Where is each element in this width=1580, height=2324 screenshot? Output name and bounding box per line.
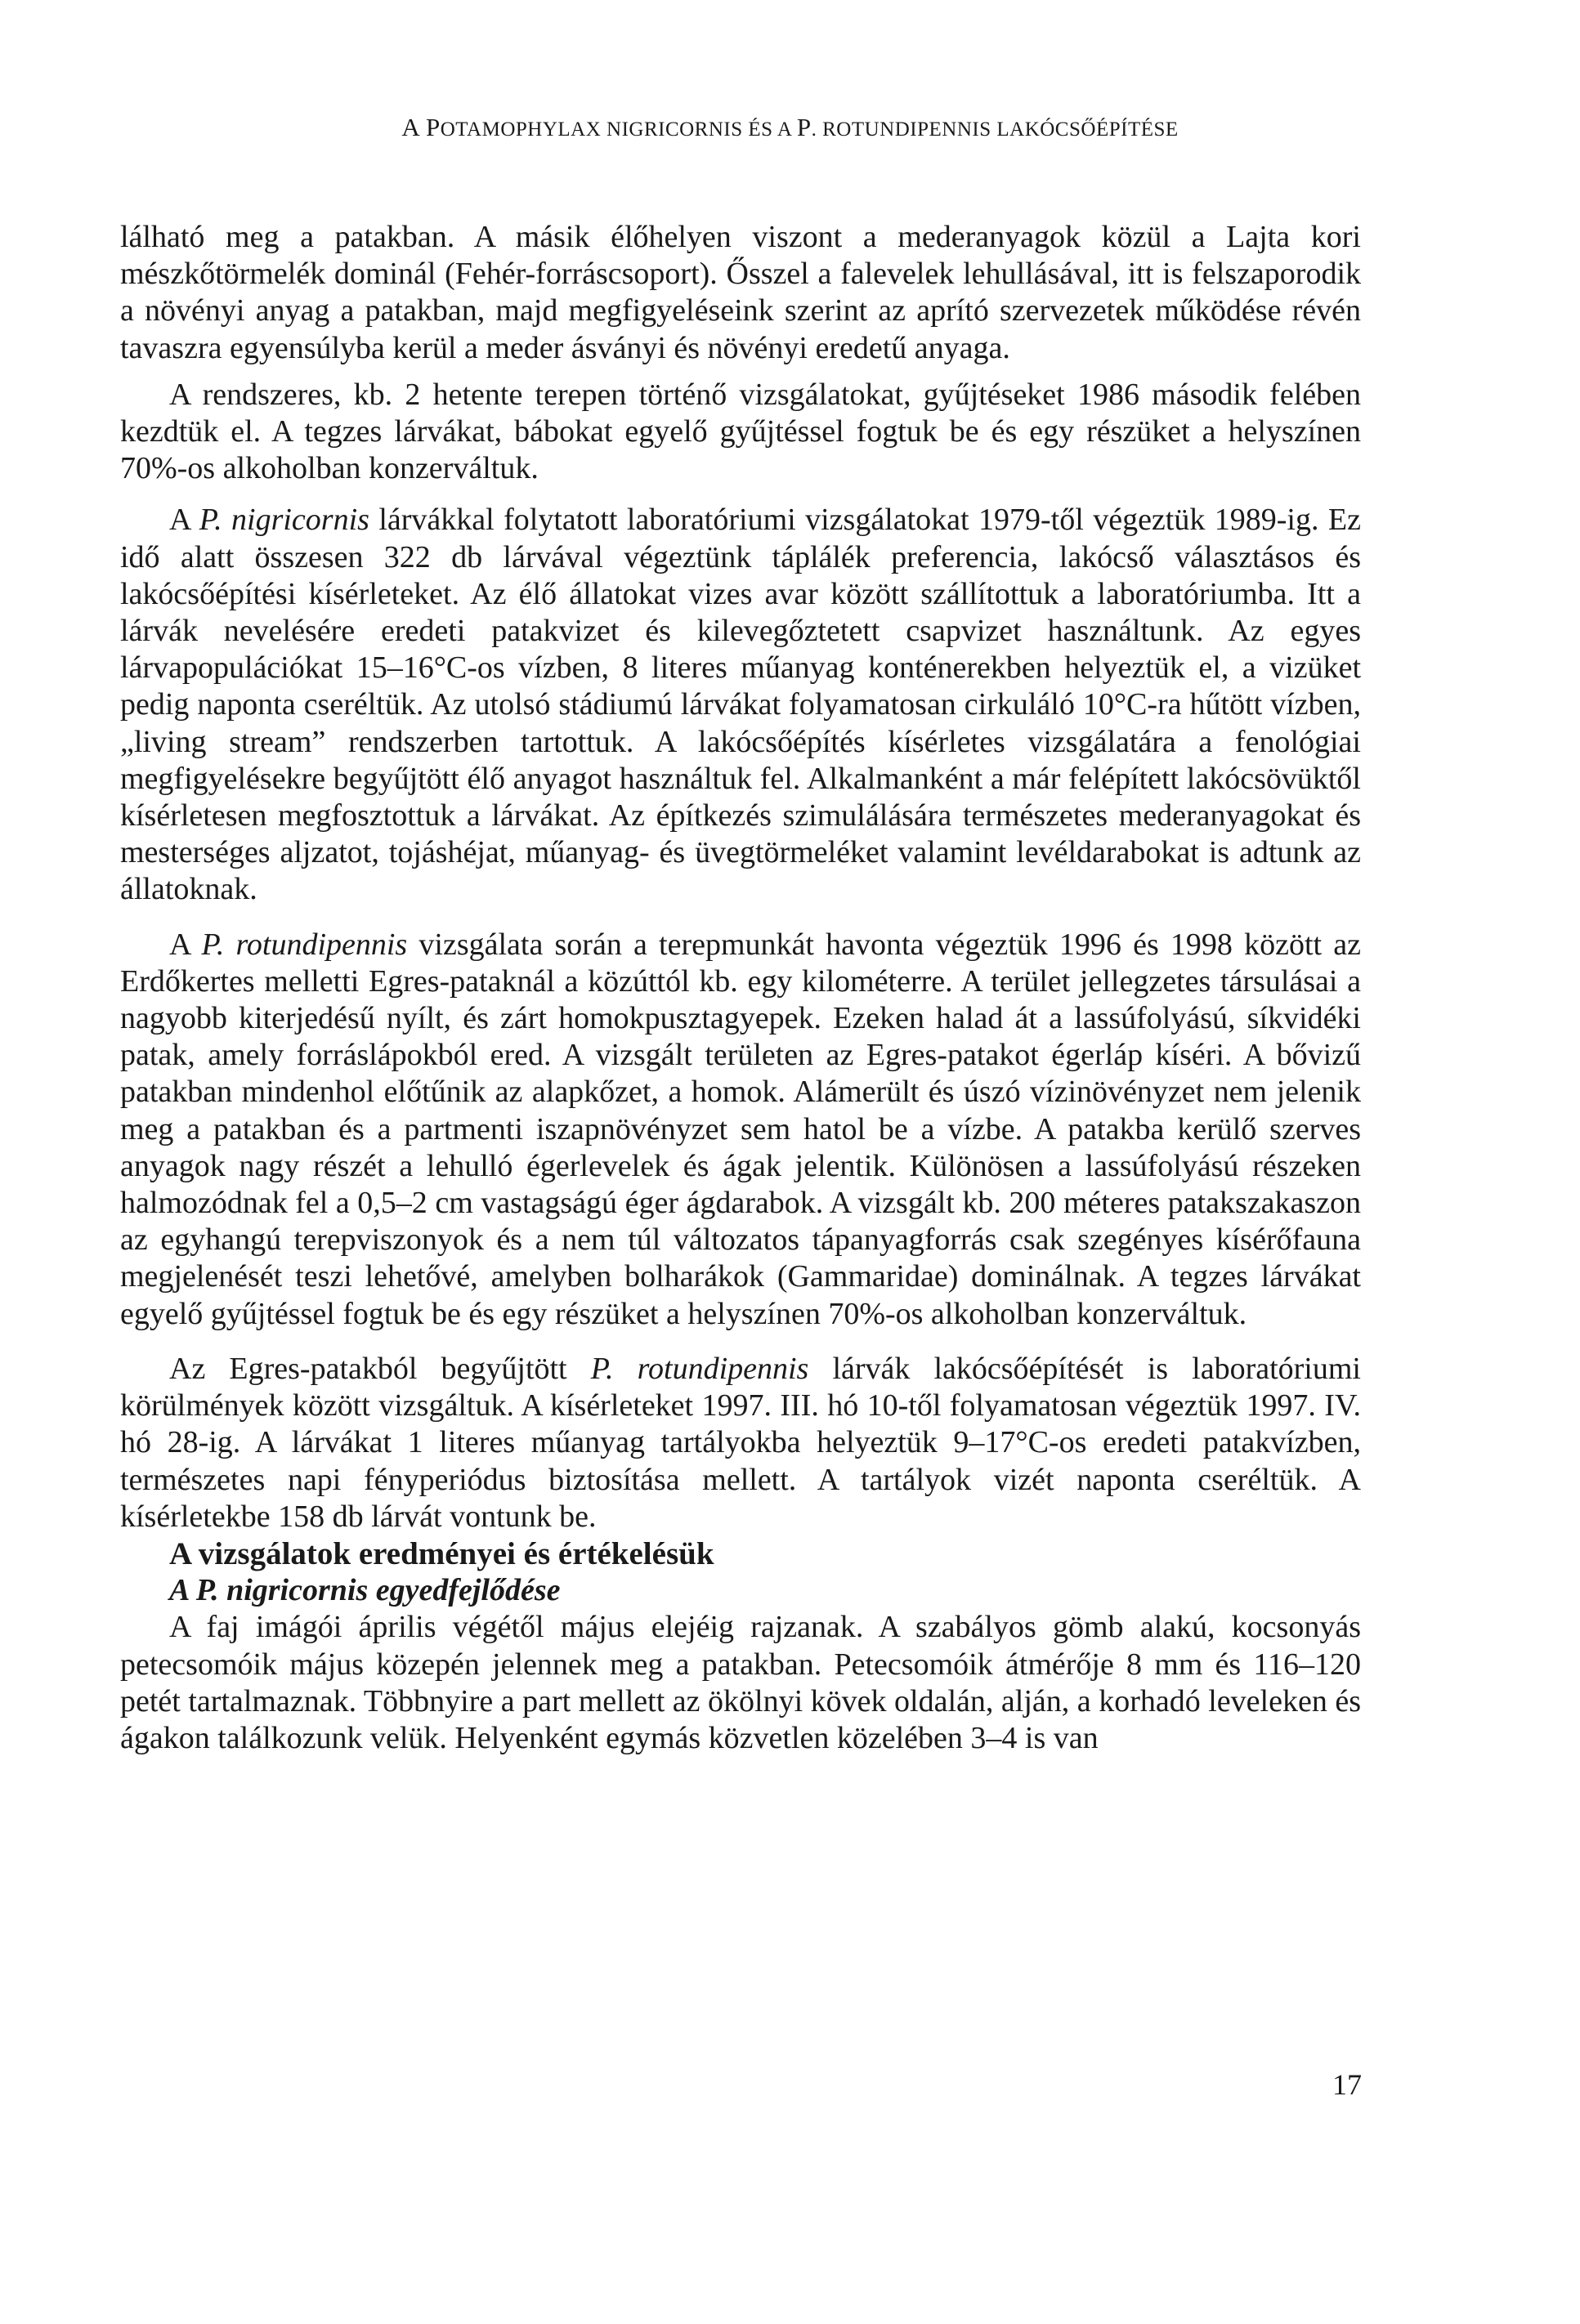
paragraph-1: lálható meg a patakban. A másik élőhelyen viszont a mederanyagok közül a Lajta kori mészkőtörmelék dominál (Fehér-forráscsoport). Ősszel a falevelek lehullásával, itt is felszaporodik a növényi anyag a patakban, majd megfigyeléseink szerint az aprító szervezetek működése révén tavaszra egyensúlyba kerül a meder ásványi és növényi eredetű anyaga. [120,220,1361,365]
subsection-title: A P. nigricornis egyedfejlődése [169,1573,561,1608]
paragraph-4-species: P. rotundipennis [201,927,408,962]
paragraph-3-lead: A [169,503,199,538]
paragraph-4-lead: A [169,927,202,962]
paragraph-5-species: P. rotundipennis [590,1351,809,1386]
running-head-initial-p1: P [425,113,441,141]
running-head-initial-p2: P [796,113,812,141]
running-head [0,113,1580,142]
paragraph-5 [120,1351,1361,1535]
paragraph-3 [120,502,1361,908]
paragraph-4 [120,927,1361,1333]
running-head-initial-a: A [401,113,421,141]
paragraph-6: A faj imágói április végétől május elejéig rajzanak. A szabályos gömb alakú, kocsonyás petecsomóik május közepén jelennek meg a patakban. Petecsomóik átmérője 8 mm és 116–120 petét tartalmaznak. Többnyire a part mellett az ökölnyi kövek oldalán, alján, a korhadó leveleken és ágakon találkozunk velük. Helyenként egymás közvetlen közelében 3–4 is van [120,1610,1361,1755]
page-number: 17 [1332,2068,1362,2101]
body-text [120,219,1361,1757]
paragraph-2: A rendszeres, kb. 2 hetente terepen történő vizsgálatokat, gyűjtéseket 1986 második felében kezdtük el. A tegzes lárvákat, bábokat egyelő gyűjtéssel fogtuk be és egy részüket a helyszínen 70%-os alkoholban konzerváltuk. [120,377,1361,486]
running-head-part2: . ROTUNDIPENNIS LAKÓCSŐÉPÍTÉSE [811,118,1179,141]
paragraph-5-text: lárvák lakócsőépítését is laboratóriumi körülmények között vizsgáltuk. A kísérleteket 1997. III. hó 10-től folyamatosan végeztük 1997. IV. hó 28-ig. A lárvákat 1 literes műanyag tartályokba helyeztük 9–17°C-os eredeti patakvízben, természetes napi fényperiódus biztosítása mellett. A tartályok vizét naponta cseréltük. A kísérletekbe 158 db lárvát vontunk be. [120,1351,1361,1534]
paragraph-5-lead: Az Egres-patakból begyűjtött [169,1351,591,1386]
paragraph-3-text: lárvákkal folytatott laboratóriumi vizsgálatokat 1979-től végeztük 1989-ig. Ez idő alatt összesen 322 db lárvával végeztünk táplálék preferencia, lakócső választásos és lakócsőépítési kísérleteket. Az élő állatokat vizes avar között szállítottuk a laboratóriumba. Itt a lárvák nevelésére eredeti patakvizet és kilevegőztetett csapvizet használtunk. Az egyes lárvapopulációkat 15–16°C-os vízben, 8 literes műanyag konténerekben helyeztük el, a vizüket pedig naponta cseréltük. Az utolsó stádiumú lárvákat folyamatosan cirkuláló 10°C-ra hűtött vízben, „living stream” rendszerben tartottuk. A lakócsőépítés kísérletes vizsgálatára a fenológiai megfigyelésekre begyűjtött élő anyagot használtuk fel. Alkalmanként a már felépített lakócsövüktől kísérletesen megfosztottuk a lárvákat. Az építkezés szimulálására természetes mederanyagokat és mesterséges aljzatot, tojáshéjat, műanyag- és üvegtörmeléket valamint levéldarabokat is adtunk az állatoknak. [120,503,1361,907]
section-title: A vizsgálatok eredményei és értékelésük [169,1535,714,1571]
running-head-part1: OTAMOPHYLAX NIGRICORNIS ÉS A [440,118,797,141]
paragraph-4-text: vizsgálata során a terepmunkát havonta végeztük 1996 és 1998 között az Erdőkertes melletti Egres-pataknál a közúttól kb. egy kilométerre. A terület jellegzetes társulásai a nagyobb kiterjedésű nyílt, és zárt homokpusztagyepek. Ezeken halad át a lassúfolyású, síkvidéki patak, amely forráslápokból ered. A vizsgált területen az Egres-patakot égerláp kíséri. A bővizű patakban mindenhol előtűnik az alapkőzet, a homok. Alámerült és úszó vízinövényzet nem jelenik meg a patakban és a partmenti iszapnövényzet sem hatol be a vízbe. A patakba kerülő szerves anyagok nagy részét a lehulló égerlevelek és ágak jelentik. Különösen a lassúfolyású részeken halmozódnak fel a 0,5–2 cm vastagságú éger ágdarabok. A vizsgált kb. 200 méteres patakszakaszon az egyhangú terepviszonyok és a nem túl változatos tápanyagforrás csak szegényes kísérőfauna megjelenését teszi lehetővé, amelyben bolharákok (Gammaridae) dominálnak. A tegzes lárvákat egyelő gyűjtéssel fogtuk be és egy részüket a helyszínen 70%-os alkoholban konzerváltuk. [120,927,1361,1331]
paragraph-3-species: P. nigricornis [199,503,369,538]
